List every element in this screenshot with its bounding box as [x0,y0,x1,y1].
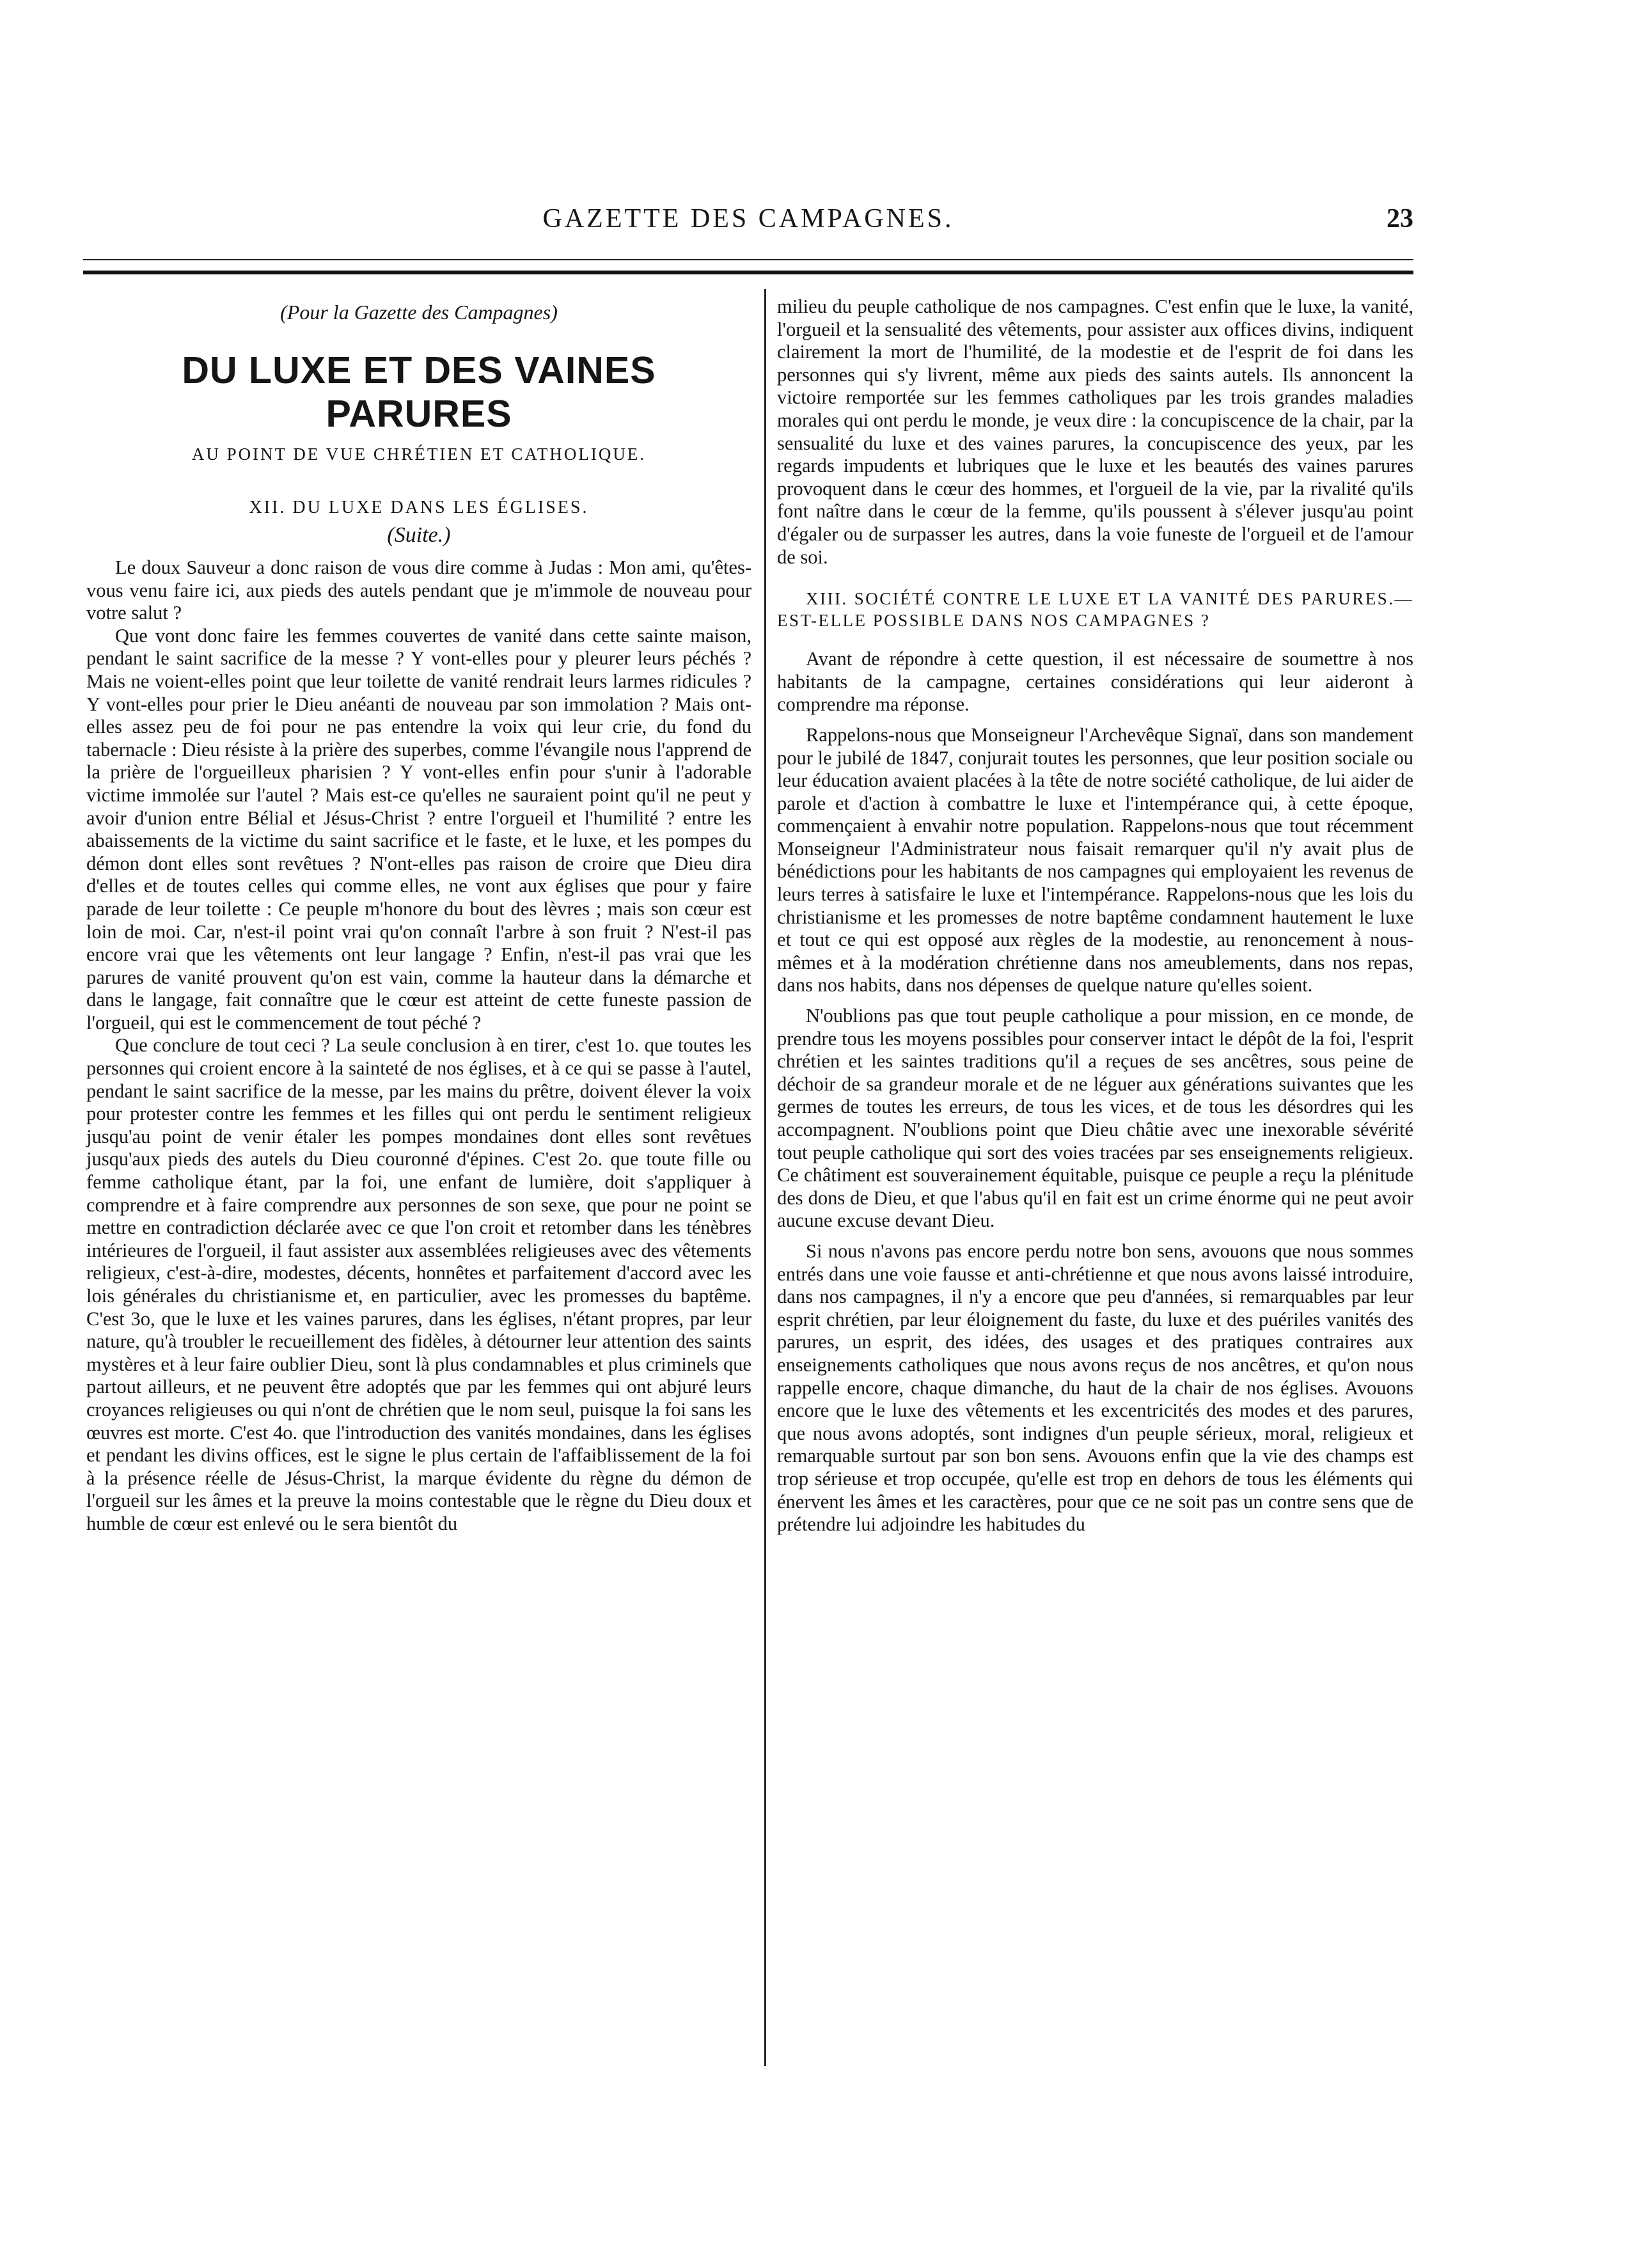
section-heading: XIII. SOCIÉTÉ CONTRE LE LUXE ET LA VANITÉ DES PARURES.—EST-ELLE POSSIBLE DANS NOS CAMPAGNES ? [777,589,1413,631]
paragraph: Que conclure de tout ceci ? La seule conclusion à en tirer, c'est 1o. que toutes les personnes qui croient encore à la sainteté de nos églises, et à ce qui se passe à l'autel, pendant le saint sacrifice de la messe, par les mains du prêtre, doivent élever la voix pour protester contre les femmes et les filles qui ont perdu le sentiment religieux jusqu'au point de venir étaler les pompes mondaines dont elles sont revêtues jusqu'aux pieds des autels du Dieu couronné d'épines. C'est 2o. que toute fille ou femme catholique étant, par la foi, une enfant de lumière, doit s'appliquer à comprendre et à faire comprendre aux personnes de son sexe, que pour ne point se mettre en contradiction déclarée avec ce que l'on croit et retomber dans les ténèbres intérieures de l'orgueil, il faut assister aux assemblées religieuses avec des vêtements religieux, c'est-à-dire, modestes, décents, honnêtes et parfaitement d'accord avec les lois générales du christianisme et, en particulier, avec les promesses du baptême. C'est 3o, que le luxe et les vaines parures, dans les églises, n'étant propres, par leur nature, qu'à troubler le recueillement des fidèles, à détourner leur attention des saints mystères et à leur faire oublier Dieu, sont là plus condamnables et plus criminels que partout ailleurs, et ne peuvent être adoptés que par les femmes qui ont abjuré leurs croyances religieuses ou qui n'ont de chrétien que le nom seul, puisque la foi sans les œuvres est morte. C'est 4o. que l'introduction des vanités mondaines, dans les églises et pendant les divins offices, est le signe le plus certain de l'affaiblissement de la foi à la présence réelle de Jésus-Christ, la marque évidente du règne du démon de l'orgueil sur les âmes et la preuve la moins contestable que le règne du Dieu doux et humble de cœur est enlevé ou le sera bientôt du [86,1034,751,1534]
column-divider [764,289,766,2066]
article-title: DU LUXE ET DES VAINES PARURES [182,349,656,435]
page-number: 23 [1387,204,1413,233]
newspaper-title: GAZETTE DES CAMPAGNES. [542,204,954,233]
section-suite: (Suite.) [387,523,451,547]
paragraph: Avant de répondre à cette question, il est nécessaire de soumettre à nos habitants de la campagne, certaines considérations qui leur aideront à comprendre ma réponse. [777,648,1413,716]
article-source: (Pour la Gazette des Campagnes) [280,301,558,324]
left-column [86,295,751,1536]
paragraph: Si nous n'avons pas encore perdu notre bon sens, avouons que nous sommes entrés dans une voie fausse et anti-chrétienne et que nous avons laissé introduire, dans nos campagnes, il n'y a encore que peu d'années, si remarquables par leur esprit chrétien, par leur éloignement du faste, du luxe et des puériles vanités des parures, un esprit, des idées, des usages et des pratiques contraires aux enseignements catholiques que nous avons reçus de nos ancêtres, et qu'on nous rappelle encore, chaque dimanche, du haut de la chair de nos églises. Avouons encore que le luxe des vêtements et les excentricités des modes et des parures, que nous avons adoptés, sont indignes d'un peuple sérieux, moral, religieux et remarquable surtout par son bon sens. Avouons enfin que la vie des champs est trop sérieuse et trop occupée, qu'elle est trop en dehors de tous les éléments qui énervent les âmes et les caractères, pour que ce ne soit pas un contre sens que de prétendre lui adjoindre les habitudes du [777,1240,1413,1536]
running-header [83,203,1413,242]
paragraph: milieu du peuple catholique de nos campagnes. C'est enfin que le luxe, la vanité, l'orgueil et la sensualité des vêtements, pour assister aux offices divins, indiquent clairement la mort de l'humilité, de la modestie et de l'esprit de foi dans les personnes qui s'y livrent, même aux pieds des saints autels. Ils annoncent la victoire remportée sur les femmes catholiques par les trois grandes maladies morales qui ont perdu le monde, je veux dire : la concupiscence de la chair, par la sensualité du luxe et des vaines parures, la concupiscence des yeux, par les regards impudents et lubriques que le luxe et les beautés des vaines parures provoquent dans le cœur des hommes, et l'orgueil de la vie, par la rivalité qu'ils font naître dans le cœur de la femme, qu'ils poussent à s'élever jusqu'au point d'égaler ou de surpasser les autres, dans la voie funeste de l'orgueil et de l'amour de soi. [777,295,1413,568]
section-heading: XII. DU LUXE DANS LES ÉGLISES. [249,498,589,517]
article-subtitle: AU POINT DE VUE CHRÉTIEN ET CATHOLIQUE. [191,445,647,464]
paragraph: Le doux Sauveur a donc raison de vous dire comme à Judas : Mon ami, qu'êtes-vous venu faire ici, aux pieds des autels pendant que je m'immole de nouveau pour votre salut ? [86,556,751,624]
header-rule-thick [83,271,1413,274]
paragraph: Que vont donc faire les femmes couvertes de vanité dans cette sainte maison, pendant le saint sacrifice de la messe ? Y vont-elles pour y pleurer leurs péchés ? Mais ne voient-elles point que leur toilette de vanité rendrait leurs larmes ridicules ? Y vont-elles pour prier le Dieu anéanti de nouveau par son immolation ? Mais ont-elles assez peu de foi pour ne pas entendre la voix qui leur crie, du fond du tabernacle : Dieu résiste à la prière des superbes, comme l'évangile nous l'apprend de la prière de l'orgueilleux pharisien ? Y vont-elles enfin pour s'unir à l'adorable victime immolée sur l'autel ? Mais est-ce qu'elles ne sauraient point qu'il ne peut y avoir d'union entre Bélial et Jésus-Christ ? entre l'orgueil et l'humilité ? entre les abaissements de la victime du saint sacrifice et le faste, et le luxe, et les pompes du démon dont elles sont revêtues ? N'ont-elles pas raison de croire que Dieu dira d'elles et de toutes celles qui comme elles, ne vont aux églises que pour y faire parade de leur toilette : Ce peuple m'honore du bout des lèvres ; mais son cœur est loin de moi. Car, n'est-il point vrai qu'on connaît l'arbre à son fruit ? N'est-il pas encore vrai que les vêtements ont leur langage ? Enfin, n'est-il pas vrai que les parures de vanité prouvent qu'on est vain, comme la hauteur dans la démarche et dans le langage, fait connaître que le cœur est atteint de cette funeste passion de l'orgueil, qui est le commencement de tout péché ? [86,624,751,1034]
right-column [777,295,1413,1536]
paragraph: N'oublions pas que tout peuple catholique a pour mission, en ce monde, de prendre tous les moyens possibles pour conserver intact le dépôt de la foi, l'esprit chrétien et les saintes traditions qu'il a reçues de ses ancêtres, sous peine de déchoir de sa grandeur morale et de ne léguer aux générations suivantes que les germes de toutes les erreurs, de tous les vices, et de tous les désordres qui les accompagnent. N'oublions point que Dieu châtie avec une inexorable sévérité tout peuple catholique qui sort des voies tracées par ses enseignements religieux. Ce châtiment est souverainement équitable, puisque ce peuple a reçu la plénitude des dons de Dieu, et que l'abus qu'il en fait est un crime énorme qui ne peut avoir aucune excuse devant Dieu. [777,1005,1413,1232]
paragraph: Rappelons-nous que Monseigneur l'Archevêque Signaï, dans son mandement pour le jubilé de 1847, conjurait toutes les personnes, que leur position sociale ou leur éducation avaient placées à la tête de notre société catholique, de lui aider de parole et d'action à combattre le luxe et l'intempérance qui, à cette époque, commençaient à envahir notre population. Rappelons-nous que tout récemment Monseigneur l'Administrateur nous faisait remarquer qu'il n'y avait plus de bénédictions pour les habitants de nos campagnes qui employaient les revenus de leurs terres à satisfaire le luxe et l'intempérance. Rappelons-nous que les lois du christianisme et les promesses de notre baptême condamnent hautement le luxe et tout ce qui est opposé aux règles de la modestie, au renoncement à nous-mêmes et à la modération chrétienne dans nos ameublements, dans nos repas, dans nos habits, dans nos dépenses de quelque nature qu'elles soient. [777,723,1413,996]
header-rule-thin [83,259,1413,260]
